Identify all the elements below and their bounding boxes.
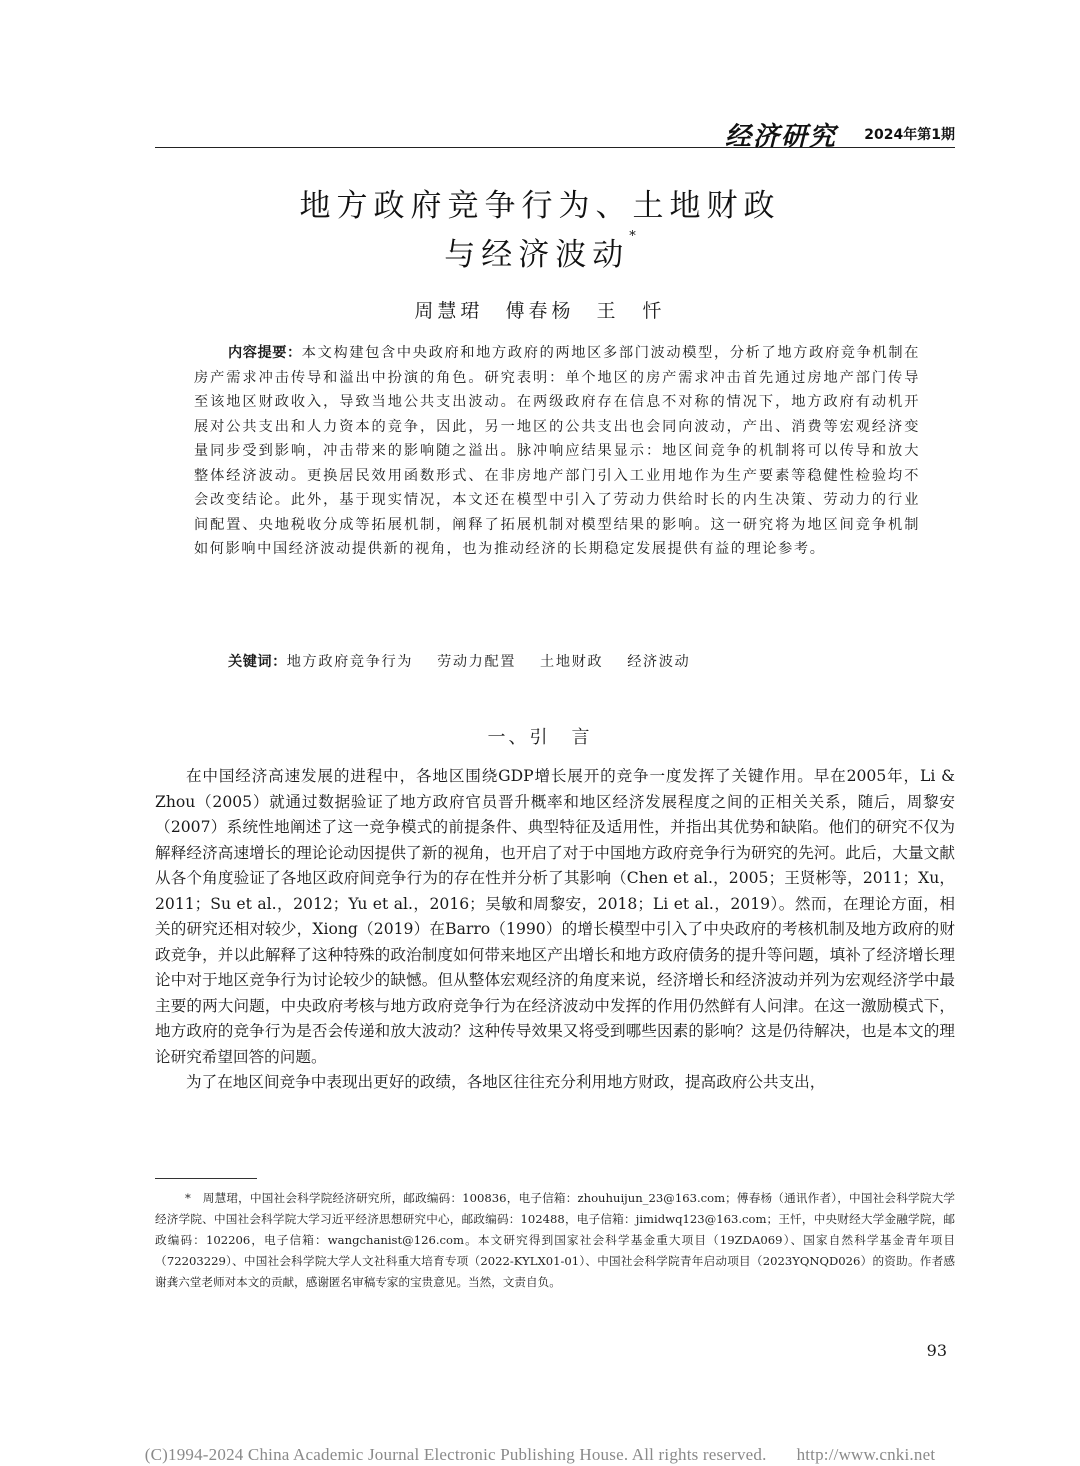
abstract-text: 本文构建包含中央政府和地方政府的两地区多部门波动模型，分析了地方政府竞争机制在房产需求冲击传导和溢出中扮演的角色。研究表明：单个地区的房产需求冲击首先通过房地产部门传导至该地区财政收入，导致当地公共支出波动。在两级政府存在信息不对称的情况下，地方政府有动机开展对公共支出和人力资本的竞争，因此，另一地区的公共支出也会同向波动，产出、消费等宏观经济变量同步受到影响，冲击带来的影响随之溢出。脉冲响应结果显示：地区间竞争的机制将可以传导和放大整体经济波动。更换居民效用函数形式、在非房地产部门引入工业用地作为生产要素等稳健性检验均不会改变结论。此外，基于现实情况，本文还在模型中引入了劳动力供给时长的内生决策、劳动力的行业间配置、央地税收分成等拓展机制，阐释了拓展机制对模型结果的影响。这一研究将为地区间竞争机制如何影响中国经济波动提供新的视角，也为推动经济的长期稳定发展提供有益的理论参考。: [194, 345, 920, 557]
body-paragraph: 在中国经济高速发展的进程中，各地区围绕GDP增长展开的竞争一度发挥了关键作用。早在2005年，Li & Zhou（2005）就通过数据验证了地方政府官员晋升概率和地区经济发展程度之间的正相关关系，随后，周黎安（2007）系统性地阐述了这一竞争模式的前提条件、典型特征及适用性，并指出其优势和缺陷。他们的研究不仅为解释经济高速增长的理论论动因提供了新的视角，也开启了对于中国地方政府竞争行为研究的先河。此后，大量文献从各个角度验证了各地区政府间竞争行为的存在性并分析了其影响（Chen et al.，2005；王贤彬等，2011；Xu，2011；Su et al.，2012；Yu et al.，2016；吴敏和周黎安，2018；Li et al.，2019）。然而，在理论方面，相关的研究还相对较少，Xiong（2019）在Barro（1990）的增长模型中引入了中央政府的考核机制及地方政府的财政竞争，并以此解释了这种特殊的政治制度如何带来地区产出增长和地方政府债务的提升等问题，填补了经济增长理论中对于地区竞争行为讨论较少的缺憾。但从整体宏观经济的角度来说，经济增长和经济波动并列为宏观经济学中最主要的两大问题，中央政府考核与地方政府竞争行为在经济波动中发挥的作用仍然鲜有人问津。在这一激励模式下，地方政府的竞争行为是否会传递和放大波动？这种传导效果又将受到哪些因素的影响？这是仍待解决，也是本文的理论研究希望回答的问题。: [155, 767, 955, 1066]
title-footnote-mark: *: [629, 229, 636, 244]
page-number: 93: [926, 1341, 947, 1360]
keyword: 劳动力配置: [437, 654, 517, 670]
footnote: [155, 1188, 955, 1293]
author-name: 周慧珺: [414, 300, 484, 322]
footnote-text: * 周慧珺，中国社会科学院经济研究所，邮政编码：100836，电子信箱：zhouhuijun_23@163.com；傅春杨（通讯作者），中国社会科学院大学经济学院、中国社会科学院大学习近平经济思想研究中心，邮政编码：102488，电子信箱：jimidwq123@163.com；王忏，中央财经大学金融学院，邮政编码：102206，电子信箱：wangchanist@126.com。本文研究得到国家社会科学基金重大项目（19ZDA069）、国家自然科学基金青年项目（72203229）、中国社会科学院大学人文社科重大培育专项（2022-KYLX01-01）、中国社会科学院青年启动项目（2023YQNQD026）的资助。作者感谢龚六堂老师对本文的贡献，感谢匿名审稿专家的宝贵意见。当然，文责自负。: [155, 1191, 955, 1289]
footnote-divider: [155, 1178, 257, 1179]
paper-title-line1: 地方政府竞争行为、土地财政: [299, 188, 781, 224]
issue-label: 2024年第1期: [864, 127, 955, 143]
body-paragraph: 为了在地区间竞争中表现出更好的政绩，各地区往往充分利用地方财政，提高政府公共支出，: [186, 1073, 826, 1091]
abstract-label: 内容提要：: [228, 345, 302, 361]
author-list: [0, 296, 1080, 323]
section-heading: 一、引 言: [487, 727, 593, 748]
keyword: 经济波动: [627, 654, 691, 670]
author-name: 王 忏: [596, 300, 666, 322]
paper-title-line2-text: 与经济波动: [444, 237, 630, 273]
keyword: 土地财政: [540, 654, 604, 670]
running-header: [155, 110, 955, 152]
keywords: [228, 651, 928, 671]
cnki-link[interactable]: http://www.cnki.net: [796, 1445, 936, 1464]
abstract: [194, 341, 920, 562]
body-text: [155, 764, 955, 1096]
paper-title-line2: [0, 229, 1080, 274]
keywords-label: 关键词：: [228, 654, 287, 670]
author-name: 傅春杨: [505, 300, 575, 322]
copyright-notice: [0, 1445, 1080, 1465]
copyright-text: (C)1994-2024 China Academic Journal Electronic Publishing House. All rights reserved.: [144, 1445, 767, 1464]
keyword: 地方政府竞争行为: [286, 654, 414, 670]
journal-logo: 经济研究: [724, 122, 837, 152]
